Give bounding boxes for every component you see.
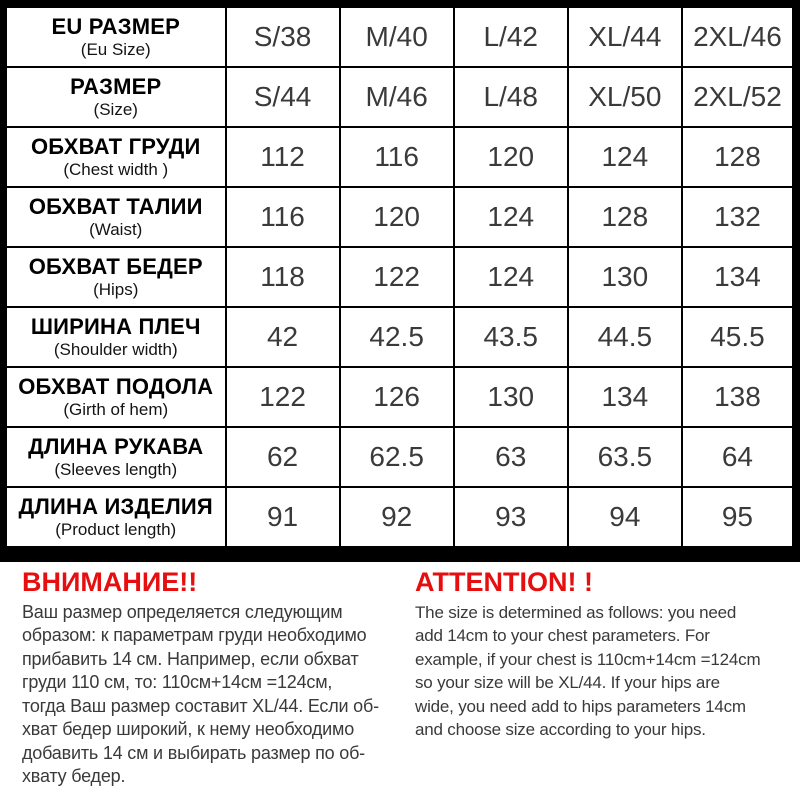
table-row-chest bbox=[4, 127, 797, 187]
size-cell: 94 bbox=[568, 487, 682, 547]
size-cell: 124 bbox=[454, 247, 568, 307]
size-cell: 64 bbox=[682, 427, 796, 487]
size-cell: M/46 bbox=[340, 67, 454, 127]
row-label-ru: ДЛИНА ИЗДЕЛИЯ bbox=[18, 493, 213, 519]
row-label bbox=[4, 427, 226, 487]
size-cell: 132 bbox=[682, 187, 796, 247]
row-label-en: (Shoulder width) bbox=[53, 339, 178, 359]
note-line: добавить 14 см и выбирать размер по об- bbox=[22, 742, 365, 763]
size-cell: L/48 bbox=[454, 67, 568, 127]
attention-heading-ru: ВНИМАНИЕ!! bbox=[22, 567, 198, 597]
size-cell: 126 bbox=[340, 367, 454, 427]
size-cell: S/44 bbox=[226, 67, 340, 127]
row-label bbox=[4, 67, 226, 127]
attention-heading-en: ATTENTION! ! bbox=[415, 567, 593, 597]
size-cell: 91 bbox=[226, 487, 340, 547]
row-label bbox=[4, 367, 226, 427]
row-label-ru: ОБХВАТ ТАЛИИ bbox=[28, 193, 203, 219]
size-cell: 134 bbox=[568, 367, 682, 427]
size-cell: 120 bbox=[454, 127, 568, 187]
note-line: прибавить 14 см. Например, если обхват bbox=[22, 648, 359, 669]
row-label-ru: ОБХВАТ ГРУДИ bbox=[31, 133, 201, 159]
size-cell: 118 bbox=[226, 247, 340, 307]
note-line: and choose size according to your hips. bbox=[415, 720, 706, 740]
note-line: хвату бедер. bbox=[22, 766, 126, 787]
note-english bbox=[415, 568, 791, 789]
row-label-en: (Eu Size) bbox=[80, 39, 151, 59]
note-line: add 14cm to your chest parameters. For bbox=[415, 626, 710, 646]
size-cell: 134 bbox=[682, 247, 796, 307]
row-label bbox=[4, 127, 226, 187]
size-cell: 62.5 bbox=[340, 427, 454, 487]
row-label bbox=[4, 307, 226, 367]
size-cell: M/40 bbox=[340, 4, 454, 67]
notes-section bbox=[0, 562, 800, 789]
row-label-ru: ОБХВАТ БЕДЕР bbox=[28, 253, 203, 279]
row-label-en: (Hips) bbox=[93, 279, 139, 299]
row-label bbox=[4, 247, 226, 307]
table-row-hips bbox=[4, 247, 797, 307]
table-row-hem bbox=[4, 367, 797, 427]
row-label-ru: ДЛИНА РУКАВА bbox=[28, 433, 204, 459]
row-label-en: (Size) bbox=[93, 99, 138, 119]
size-cell: 138 bbox=[682, 367, 796, 427]
row-label-en: (Girth of hem) bbox=[63, 399, 169, 419]
row-label-en: (Product length) bbox=[55, 519, 177, 539]
size-cell: 120 bbox=[340, 187, 454, 247]
note-line: хват бедер широкий, к нему необходимо bbox=[22, 719, 355, 740]
size-cell: 112 bbox=[226, 127, 340, 187]
row-label bbox=[4, 4, 226, 67]
size-cell: 42 bbox=[226, 307, 340, 367]
size-cell: 122 bbox=[226, 367, 340, 427]
row-label-en: (Sleeves length) bbox=[54, 459, 178, 479]
row-label bbox=[4, 187, 226, 247]
size-cell: 43.5 bbox=[454, 307, 568, 367]
table-bottom-divider bbox=[0, 548, 800, 562]
size-cell: 42.5 bbox=[340, 307, 454, 367]
table-row-length bbox=[4, 487, 797, 547]
row-label-en: (Chest width ) bbox=[63, 159, 169, 179]
size-cell: 62 bbox=[226, 427, 340, 487]
size-cell: 116 bbox=[226, 187, 340, 247]
table-row-shoulder bbox=[4, 307, 797, 367]
table-row-waist bbox=[4, 187, 797, 247]
size-cell: 45.5 bbox=[682, 307, 796, 367]
size-cell: 116 bbox=[340, 127, 454, 187]
size-cell: 2XL/52 bbox=[682, 67, 796, 127]
size-cell: 95 bbox=[682, 487, 796, 547]
size-cell: 130 bbox=[454, 367, 568, 427]
note-line: тогда Ваш размер составит XL/44. Если об- bbox=[22, 695, 379, 716]
table-row-eu-size bbox=[4, 4, 797, 67]
row-label-ru: ОБХВАТ ПОДОЛА bbox=[18, 373, 214, 399]
row-label-ru: ШИРИНА ПЛЕЧ bbox=[30, 313, 201, 339]
size-cell: 2XL/46 bbox=[682, 4, 796, 67]
note-line: образом: к параметрам груди необходимо bbox=[22, 625, 367, 646]
note-line: груди 110 см, то: 110см+14см =124см, bbox=[22, 672, 333, 693]
size-cell: 124 bbox=[568, 127, 682, 187]
size-cell: XL/44 bbox=[568, 4, 682, 67]
size-cell: 63.5 bbox=[568, 427, 682, 487]
size-cell: XL/50 bbox=[568, 67, 682, 127]
size-cell: 93 bbox=[454, 487, 568, 547]
row-label-en: (Waist) bbox=[89, 219, 143, 239]
table-row-size bbox=[4, 67, 797, 127]
size-cell: 63 bbox=[454, 427, 568, 487]
size-cell: L/42 bbox=[454, 4, 568, 67]
row-label bbox=[4, 487, 226, 547]
size-cell: 44.5 bbox=[568, 307, 682, 367]
size-cell: S/38 bbox=[226, 4, 340, 67]
table-row-sleeve bbox=[4, 427, 797, 487]
size-cell: 130 bbox=[568, 247, 682, 307]
row-label-ru: РАЗМЕР bbox=[70, 73, 162, 99]
size-cell: 128 bbox=[568, 187, 682, 247]
note-russian bbox=[22, 568, 406, 789]
note-line: Ваш размер определяется следующим bbox=[22, 601, 343, 622]
size-cell: 122 bbox=[340, 247, 454, 307]
size-cell: 124 bbox=[454, 187, 568, 247]
note-line: so your size will be XL/44. If your hips are bbox=[415, 673, 720, 693]
size-cell: 128 bbox=[682, 127, 796, 187]
row-label-ru: EU РАЗМЕР bbox=[51, 13, 181, 39]
note-line: example, if your chest is 110cm+14cm =124cm bbox=[415, 649, 761, 669]
size-cell: 92 bbox=[340, 487, 454, 547]
note-line: wide, you need add to hips parameters 14cm bbox=[415, 696, 746, 716]
note-line: The size is determined as follows: you need bbox=[415, 602, 737, 622]
